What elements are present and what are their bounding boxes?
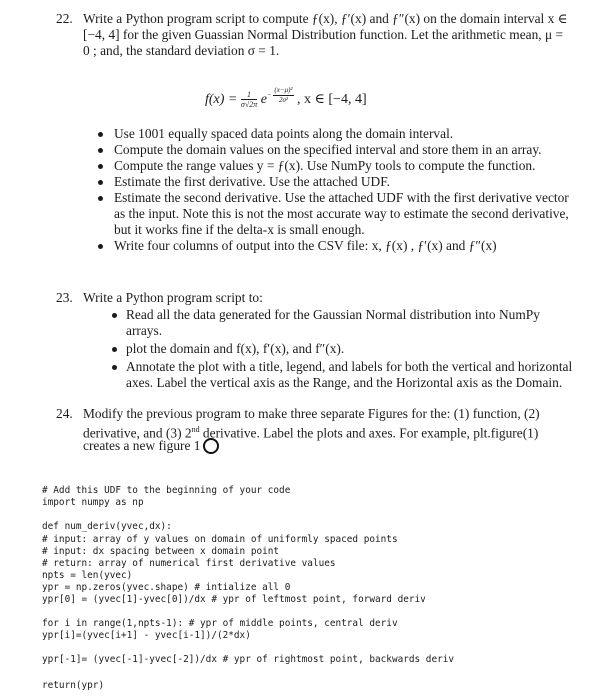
q24-line1: Modify the previous program to make three separate Figures for the: (1) function, (2) xyxy=(83,406,540,421)
formula-den: σ√2π xyxy=(240,100,258,110)
formula-exp-num: (x−μ)² xyxy=(274,86,293,94)
code-line-5: # input: array of y values on domain of uniformly spaced points xyxy=(42,534,398,545)
bullet-dot xyxy=(112,347,117,352)
code-line-12: for i in range(1,npts-1): # ypr of middle points, central deriv xyxy=(42,618,398,629)
q22-bullet-5-cont2: but it works fine if the delta-x is small enough. xyxy=(114,222,365,237)
q22-bullet-2: Compute the domain values on the specified interval and store them in an array. xyxy=(114,142,542,157)
q22-line2: [−4, 4] for the given Guassian Normal Distribution function. Let the arithmetic mean, μ = xyxy=(83,27,564,42)
gaussian-formula xyxy=(205,86,367,109)
q23-number: 23. xyxy=(56,290,73,305)
bullet-dot xyxy=(98,196,103,201)
formula-domain: , x ∈ [−4, 4] xyxy=(297,91,367,107)
q22-bullet-4: Estimate the first derivative. Use the attached UDF. xyxy=(114,174,390,189)
q22-number: 22. xyxy=(56,11,73,26)
formula-exp-den: 2σ² xyxy=(278,96,288,104)
q23-bullet-3: Annotate the plot with a title, legend, and labels for both the vertical and horizontal xyxy=(126,359,573,374)
q23-bullet-1-cont: arrays. xyxy=(126,323,163,338)
q24-superscript: nd xyxy=(191,425,200,434)
code-line-10: ypr[0] = (yvec[1]-yvec[0])/dx # ypr of leftmost point, forward deriv xyxy=(42,594,426,605)
code-line-4: def num_deriv(yvec,dx): xyxy=(42,521,172,532)
formula-e: e xyxy=(260,91,267,107)
bullet-dot xyxy=(98,148,103,153)
q24-line2-part1: derivative, and (3) 2 xyxy=(83,425,192,441)
q22-bullet-5-cont: as the input. Note this is not the most accurate way to estimate the second derivative, xyxy=(114,206,569,221)
code-line-17: return(ypr) xyxy=(42,680,105,691)
bullet-dot xyxy=(98,132,103,137)
q24-line3: creates a new figure 1 xyxy=(83,438,201,453)
q22-bullet-6: Write four columns of output into the CSV file: x, ƒ(x) , ƒ′(x) and ƒ″(x) xyxy=(114,238,497,253)
code-line-15: ypr[-1]= (yvec[-1]-yvec[-2])/dx # ypr of rightmost point, backwards deriv xyxy=(42,654,455,665)
code-line-1: # Add this UDF to the beginning of your code xyxy=(42,485,291,496)
bullet-dot xyxy=(112,313,117,318)
code-line-13: ypr[i]=(yvec[i+1] - yvec[i-1])/(2*dx) xyxy=(42,630,251,641)
q22-bullet-1: Use 1001 equally spaced data points along the domain interval. xyxy=(114,126,454,141)
q22-bullet-5: Estimate the second derivative. Use the attached UDF with the first derivative vector xyxy=(114,190,569,205)
bullet-dot xyxy=(98,244,103,249)
q23-bullet-2: plot the domain and f(x), f′(x), and f″(x). xyxy=(126,341,345,356)
q24-line2-part2: derivative. Label the plots and axes. For example, plt.figure(1) xyxy=(199,425,539,441)
code-line-6: # input: dx spacing between x domain point xyxy=(42,546,280,557)
code-line-7: # return: array of numerical first derivative values xyxy=(42,558,336,569)
bullet-dot xyxy=(98,164,103,169)
formula-lhs: f(x) = xyxy=(205,91,238,107)
q22-line1: Write a Python program script to compute ƒ(x), ƒ′(x) and ƒ″(x) on the domain interval x ∈ xyxy=(83,11,568,26)
q23-line1: Write a Python program script to: xyxy=(83,290,263,305)
code-line-9: ypr = np.zeros(yvec.shape) # intialize all 0 xyxy=(42,582,291,593)
code-line-2: import numpy as np xyxy=(42,497,144,508)
q22-line3: 0 ; and, the standard deviation σ = 1. xyxy=(83,43,280,58)
bullet-dot xyxy=(112,365,117,370)
circle-mark-icon xyxy=(203,438,219,454)
formula-num: 1 xyxy=(241,90,257,100)
bullet-dot xyxy=(98,180,103,185)
code-line-8: npts = len(yvec) xyxy=(42,570,133,581)
formula-exponent: − $\frac{\text{(x−μ)²}}{\text{2σ²}}$ xyxy=(266,86,293,104)
formula-coefficient xyxy=(241,90,257,109)
q22-bullet-3: Compute the range values y = ƒ(x). Use NumPy tools to compute the function. xyxy=(114,158,536,173)
q24-number: 24. xyxy=(56,406,73,421)
q23-bullet-1: Read all the data generated for the Gaussian Normal distribution into NumPy xyxy=(126,307,540,322)
q23-bullet-3-cont: axes. Label the vertical axis as the Range, and the Horizontal axis as the Domain. xyxy=(126,375,563,390)
